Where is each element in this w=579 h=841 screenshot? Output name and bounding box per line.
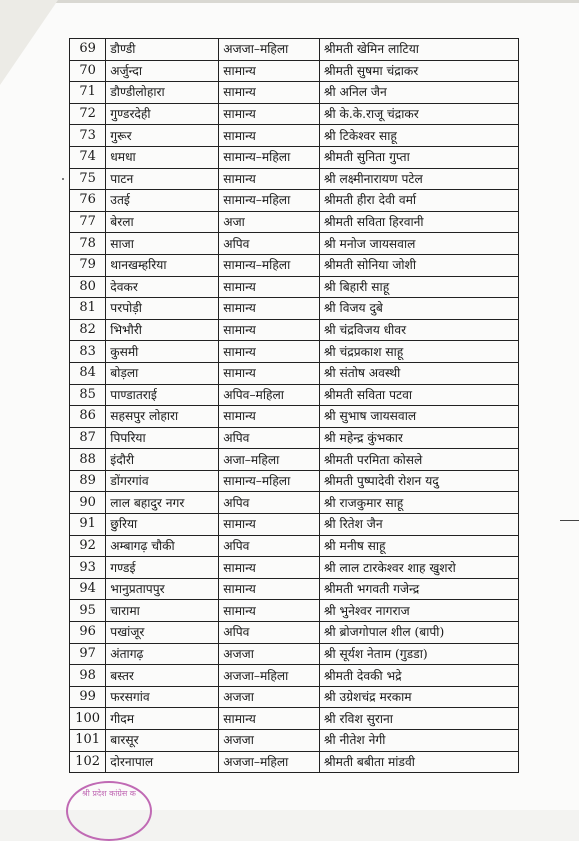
candidate-name: श्री महेन्द्र कुंभकार [319, 427, 518, 449]
table-row [70, 600, 519, 622]
table-row [70, 492, 519, 514]
constituency-name: भिभौरी [106, 319, 219, 341]
serial-number: 100 [70, 708, 106, 730]
candidate-name: श्री चंद्रप्रकाश साहू [319, 341, 518, 363]
candidate-name: श्रीमती पुष्पादेवी रोशन यदु [319, 470, 518, 492]
serial-number: 95 [70, 600, 106, 622]
candidate-name: श्रीमती बबीता मांडवी [319, 751, 518, 773]
serial-number: 92 [70, 535, 106, 557]
candidate-name: श्रीमती सुनिता गुप्ता [319, 146, 518, 168]
reservation-category: अपिव [219, 622, 320, 644]
candidate-name: श्री ब्रोजगोपाल शील (बापी) [319, 622, 518, 644]
candidate-name: श्री बिहारी साहू [319, 276, 518, 298]
serial-number: 81 [70, 298, 106, 320]
party-seal [66, 781, 152, 841]
constituency-name: कुसमी [106, 341, 219, 363]
constituency-name: पिपरिया [106, 427, 219, 449]
table-row [70, 233, 519, 255]
candidate-name: श्री टिकेश्वर साहू [319, 125, 518, 147]
reservation-category: सामान्य [219, 319, 320, 341]
constituency-name: बस्तर [106, 665, 219, 687]
constituency-name: चारामा [106, 600, 219, 622]
constituency-name: डोंगरगांव [106, 470, 219, 492]
constituency-name: भानुप्रतापपुर [106, 578, 219, 600]
table-row [70, 535, 519, 557]
reservation-category: सामान्य [219, 298, 320, 320]
table-row [70, 211, 519, 233]
candidate-name: श्री लाल टारकेश्वर शाह खुशरो [319, 557, 518, 579]
table-row [70, 557, 519, 579]
constituency-name: थानखम्हरिया [106, 254, 219, 276]
serial-number: 102 [70, 751, 106, 773]
constituency-name: गुण्डरदेही [106, 103, 219, 125]
table-row [70, 449, 519, 471]
constituency-name: छुरिया [106, 514, 219, 536]
serial-number: 97 [70, 643, 106, 665]
constituency-name: लाल बहादुर नगर [106, 492, 219, 514]
reservation-category: सामान्य [219, 578, 320, 600]
table-row [70, 730, 519, 752]
table-row [70, 146, 519, 168]
candidate-name: श्री उग्रेशचंद्र मरकाम [319, 686, 518, 708]
table-row [70, 708, 519, 730]
serial-number: 85 [70, 384, 106, 406]
reservation-category: सामान्य [219, 708, 320, 730]
constituency-name: बेरला [106, 211, 219, 233]
reservation-category: सामान्य [219, 406, 320, 428]
serial-number: 83 [70, 341, 106, 363]
candidate-name: श्री अनिल जैन [319, 82, 518, 104]
table-row [70, 82, 519, 104]
table-row [70, 276, 519, 298]
reservation-category: सामान्य–महिला [219, 254, 320, 276]
serial-number: 79 [70, 254, 106, 276]
candidate-name: श्री रविश सुराना [319, 708, 518, 730]
table-row [70, 298, 519, 320]
reservation-category: सामान्य [219, 82, 320, 104]
reservation-category: अजजा–महिला [219, 39, 320, 61]
reservation-category: अजजा–महिला [219, 665, 320, 687]
constituency-name: गुरूर [106, 125, 219, 147]
serial-number: 72 [70, 103, 106, 125]
reservation-category: अपिव [219, 427, 320, 449]
serial-number: 87 [70, 427, 106, 449]
serial-number: 78 [70, 233, 106, 255]
constituency-name: दोरनापाल [106, 751, 219, 773]
reservation-category: सामान्य–महिला [219, 470, 320, 492]
table-row [70, 103, 519, 125]
constituency-name: देवकर [106, 276, 219, 298]
candidate-name: श्री मनोज जायसवाल [319, 233, 518, 255]
candidate-name: श्री राजकुमार साहू [319, 492, 518, 514]
serial-number: 96 [70, 622, 106, 644]
reservation-category: अपिव [219, 535, 320, 557]
table-row [70, 406, 519, 428]
constituency-name: अम्बागढ़ चौकी [106, 535, 219, 557]
candidate-name: श्री संतोष अवस्थी [319, 362, 518, 384]
serial-number: 75 [70, 168, 106, 190]
constituency-name: इंदौरी [106, 449, 219, 471]
reservation-category: अजा–महिला [219, 449, 320, 471]
serial-number: 90 [70, 492, 106, 514]
candidate-name: श्रीमती परमिता कोसले [319, 449, 518, 471]
table-row [70, 514, 519, 536]
constituency-name: बोड़ला [106, 362, 219, 384]
table-row [70, 39, 519, 61]
constituency-name: फरसगांव [106, 686, 219, 708]
table-row [70, 427, 519, 449]
reservation-category: सामान्य [219, 168, 320, 190]
candidate-name: श्री लक्ष्मीनारायण पटेल [319, 168, 518, 190]
serial-number: 80 [70, 276, 106, 298]
candidate-table-body [70, 39, 519, 773]
margin-mark [560, 520, 579, 521]
serial-number: 70 [70, 60, 106, 82]
reservation-category: अपिव–महिला [219, 384, 320, 406]
serial-number: 69 [70, 39, 106, 61]
constituency-name: अंतागढ़ [106, 643, 219, 665]
reservation-category: सामान्य [219, 276, 320, 298]
candidate-name: श्रीमती सविता पटवा [319, 384, 518, 406]
serial-number: 98 [70, 665, 106, 687]
candidate-name: श्री भुनेश्वर नागराज [319, 600, 518, 622]
table-row [70, 190, 519, 212]
candidate-name: श्री रितेश जैन [319, 514, 518, 536]
table-row [70, 578, 519, 600]
candidate-name: श्री सूर्यश नेताम (गुडडा) [319, 643, 518, 665]
table-row [70, 751, 519, 773]
constituency-name: उतई [106, 190, 219, 212]
constituency-name: सहसपुर लोहारा [106, 406, 219, 428]
constituency-name: गण्डई [106, 557, 219, 579]
candidate-name: श्रीमती सुषमा चंद्राकर [319, 60, 518, 82]
table-row [70, 254, 519, 276]
reservation-category: सामान्य–महिला [219, 146, 320, 168]
table-row [70, 168, 519, 190]
table-row [70, 384, 519, 406]
constituency-name: परपोड़ी [106, 298, 219, 320]
serial-number: 77 [70, 211, 106, 233]
constituency-name: पाण्डातराई [106, 384, 219, 406]
reservation-category: सामान्य [219, 600, 320, 622]
candidate-name: श्रीमती हीरा देवी वर्मा [319, 190, 518, 212]
table-row [70, 622, 519, 644]
reservation-category: सामान्य [219, 60, 320, 82]
table-row [70, 341, 519, 363]
reservation-category: सामान्य [219, 514, 320, 536]
speck [62, 178, 64, 180]
serial-number: 93 [70, 557, 106, 579]
table-row [70, 470, 519, 492]
reservation-category: अजा [219, 211, 320, 233]
reservation-category: सामान्य [219, 362, 320, 384]
table-row [70, 686, 519, 708]
serial-number: 99 [70, 686, 106, 708]
reservation-category: अजजा [219, 730, 320, 752]
reservation-category: सामान्य–महिला [219, 190, 320, 212]
reservation-category: अजजा–महिला [219, 751, 320, 773]
table-row [70, 643, 519, 665]
serial-number: 71 [70, 82, 106, 104]
serial-number: 89 [70, 470, 106, 492]
seal-text: श्री प्रदेश कांग्रेस क [82, 789, 136, 798]
candidate-name: श्रीमती सविता हिरवानी [319, 211, 518, 233]
candidate-name: श्रीमती देवकी भद्रे [319, 665, 518, 687]
candidate-name: श्रीमती खेमिन लाटिया [319, 39, 518, 61]
candidate-name: श्री विजय दुबे [319, 298, 518, 320]
constituency-name: धमधा [106, 146, 219, 168]
candidate-name: श्री चंद्रविजय धीवर [319, 319, 518, 341]
candidate-name: श्री मनीष साहू [319, 535, 518, 557]
constituency-name: डौण्डीलोहारा [106, 82, 219, 104]
table-row [70, 125, 519, 147]
serial-number: 91 [70, 514, 106, 536]
candidate-table [69, 38, 519, 773]
candidate-name: श्री के.के.राजू चंद्राकर [319, 103, 518, 125]
serial-number: 73 [70, 125, 106, 147]
serial-number: 101 [70, 730, 106, 752]
serial-number: 74 [70, 146, 106, 168]
serial-number: 88 [70, 449, 106, 471]
candidate-name: श्रीमती भगवती गजेन्द्र [319, 578, 518, 600]
constituency-name: पाटन [106, 168, 219, 190]
serial-number: 94 [70, 578, 106, 600]
reservation-category: अपिव [219, 233, 320, 255]
folded-corner [0, 0, 58, 85]
constituency-name: डौण्डी [106, 39, 219, 61]
table-row [70, 60, 519, 82]
serial-number: 76 [70, 190, 106, 212]
constituency-name: अर्जुन्दा [106, 60, 219, 82]
candidate-name: श्री नीतेश नेगी [319, 730, 518, 752]
reservation-category: अपिव [219, 492, 320, 514]
reservation-category: सामान्य [219, 341, 320, 363]
reservation-category: सामान्य [219, 103, 320, 125]
reservation-category: अजजा [219, 686, 320, 708]
reservation-category: सामान्य [219, 125, 320, 147]
table-row [70, 665, 519, 687]
reservation-category: अजजा [219, 643, 320, 665]
candidate-name: श्री सुभाष जायसवाल [319, 406, 518, 428]
table-row [70, 362, 519, 384]
serial-number: 84 [70, 362, 106, 384]
constituency-name: साजा [106, 233, 219, 255]
constituency-name: पखांजूर [106, 622, 219, 644]
constituency-name: गीदम [106, 708, 219, 730]
serial-number: 82 [70, 319, 106, 341]
table-row [70, 319, 519, 341]
reservation-category: सामान्य [219, 557, 320, 579]
candidate-name: श्रीमती सोनिया जोशी [319, 254, 518, 276]
constituency-name: बारसूर [106, 730, 219, 752]
page-top-edge [0, 0, 579, 3]
serial-number: 86 [70, 406, 106, 428]
